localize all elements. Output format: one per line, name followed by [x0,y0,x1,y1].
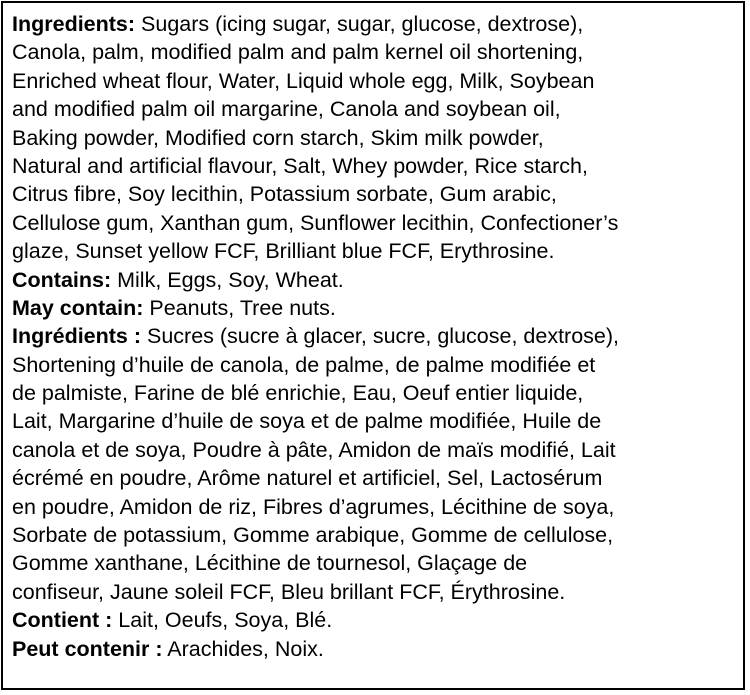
fr-ingredients-text: canola et de soya, Poudre à pâte, Amidon de maïs modifié, Lait [12,437,616,462]
ingredient-label-panel [1,1,745,690]
en-ingredients-text: Citrus fibre, Soy lecithin, Potassium sorbate, Gum arabic, [12,182,557,207]
en-ingredients-text: Baking powder, Modified corn starch, Skim milk powder, [12,125,544,150]
en-contains-line [12,266,619,294]
fr-ingredients-line [12,322,619,350]
fr-may-contain-text: Arachides, Noix. [162,636,324,661]
en-ingredients-text: Enriched wheat flour, Water, Liquid whole egg, Milk, Soybean [12,68,595,93]
en-ingredients-text: Natural and artificial flavour, Salt, Whey powder, Rice starch, [12,153,588,178]
en-may-contain-text: Peanuts, Tree nuts. [143,295,336,320]
ingredient-label-text [12,10,619,663]
en-ingredients-text: glaze, Sunset yellow FCF, Brilliant blue FCF, Erythrosine. [12,239,555,264]
fr-ingredients-text: écrémé en poudre, Arôme naturel et artificiel, Sel, Lactosérum [12,466,603,491]
fr-ingredients-text: Sorbate de potassium, Gomme arabique, Gomme de cellulose, [12,523,614,548]
fr-ingredients-text: confiseur, Jaune soleil FCF, Bleu brillant FCF, Érythrosine. [12,579,566,604]
en-contains-text: Milk, Eggs, Soy, Wheat. [111,267,344,292]
fr-ingredients-text: Shortening d’huile de canola, de palme, de palme modifiée et [12,352,596,377]
fr-ingredients-text: de palmiste, Farine de blé enrichie, Eau, Oeuf entier liquide, [12,381,584,406]
fr-ingredients-heading: Ingrédients : [12,324,142,349]
fr-contains-line [12,606,619,634]
fr-ingredients-text: en poudre, Amidon de riz, Fibres d’agrumes, Lécithine de soya, [12,494,615,519]
en-contains-heading: Contains: [12,267,112,292]
fr-may-contain-line [12,635,619,663]
en-may-contain-heading: May contain: [12,295,144,320]
en-ingredients-heading: Ingredients: [12,12,136,36]
en-ingredients-text: Cellulose gum, Xanthan gum, Sunflower lecithin, Confectioner’s [12,210,619,235]
fr-contains-heading: Contient : [12,608,113,633]
en-ingredients-line [12,10,619,38]
en-may-contain-line [12,294,619,322]
fr-ingredients-text: Lait, Margarine d’huile de soya et de palme modifiée, Huile de [12,409,602,434]
en-ingredients-text: Canola, palm, modified palm and palm kernel oil shortening, [12,40,584,65]
en-ingredients-text: Sugars (icing sugar, sugar, glucose, dextrose), [135,12,584,36]
fr-ingredients-text: Sucres (sucre à glacer, sucre, glucose, dextrose), [141,324,620,349]
en-ingredients-text: and modified palm oil margarine, Canola and soybean oil, [12,97,561,122]
fr-contains-text: Lait, Oeufs, Soya, Blé. [112,608,333,633]
fr-may-contain-heading: Peut contenir : [12,636,163,661]
fr-ingredients-text: Gomme xanthane, Lécithine de tournesol, Glaçage de [12,551,528,576]
